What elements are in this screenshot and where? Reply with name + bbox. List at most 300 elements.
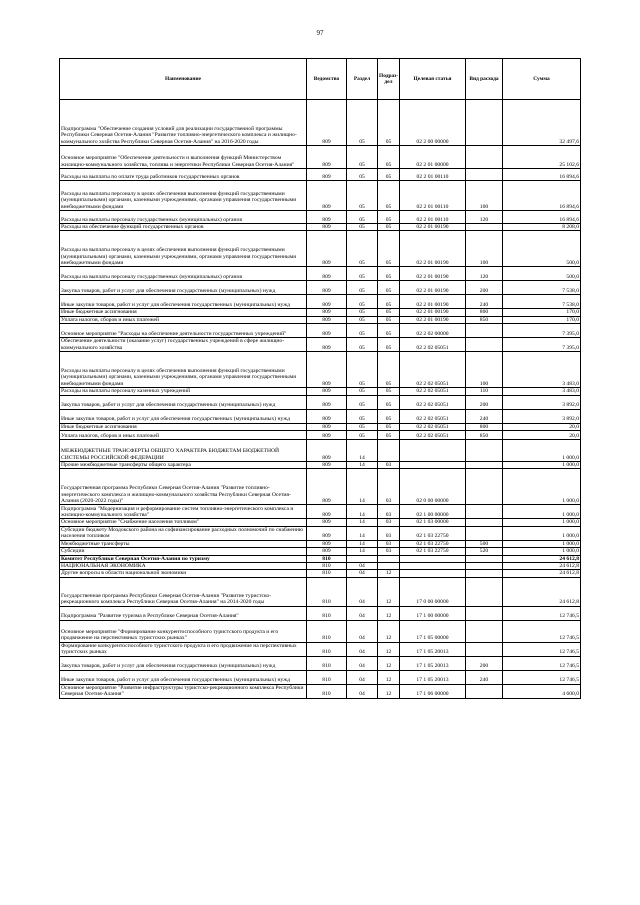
cell-section: 14 bbox=[347, 526, 378, 540]
cell-subsection: 12 bbox=[378, 684, 400, 698]
table-row bbox=[60, 324, 581, 338]
cell-exptype bbox=[466, 684, 503, 698]
cell-name: Комитет Республики Северная Осетия-Алания по туризму bbox=[60, 555, 307, 562]
cell-dept: 809 bbox=[307, 281, 347, 295]
cell-section: 05 bbox=[347, 211, 378, 224]
cell-sum: 25 102,6 bbox=[503, 146, 581, 169]
cell-dept: 809 bbox=[307, 440, 347, 462]
cell-section: 04 bbox=[347, 642, 378, 656]
cell-name: Расходы на выплаты персоналу государственных (муниципальных) органов bbox=[60, 211, 307, 224]
cell-target: 02 2 01 00190 bbox=[400, 281, 466, 295]
cell-dept: 809 bbox=[307, 395, 347, 409]
cell-sum: 7 395,0 bbox=[503, 324, 581, 338]
cell-exptype bbox=[466, 555, 503, 562]
cell-name: Государственная программа Республики Северная Осетия-Алания "Развитие туристско-рекреационного комплекса Республики Северная Осетия-Алания" на 2014-2020 годы bbox=[60, 577, 307, 606]
cell-exptype bbox=[466, 324, 503, 338]
cell-exptype bbox=[466, 505, 503, 519]
cell-subsection: 05 bbox=[378, 181, 400, 211]
cell-sum: 8 208,0 bbox=[503, 224, 581, 231]
cell-name: Расходы на выплаты персоналу казенных учреждений bbox=[60, 388, 307, 395]
cell-name: Межбюджетные трансферты bbox=[60, 540, 307, 547]
cell-dept: 809 bbox=[307, 469, 347, 505]
cell-target: 02 2 02 05051 bbox=[400, 395, 466, 409]
cell-subsection: 05 bbox=[378, 281, 400, 295]
cell-section: 04 bbox=[347, 684, 378, 698]
cell-name: Расходы на выплаты персоналу в целях обеспечения выполнения функций государственными (муниципальными) органами, казенными учреждениями, органами управления государственными внебюджетными фондами bbox=[60, 352, 307, 388]
cell-target bbox=[400, 555, 466, 562]
cell-subsection: 12 bbox=[378, 606, 400, 620]
cell-section: 05 bbox=[347, 146, 378, 169]
cell-dept: 809 bbox=[307, 505, 347, 519]
table-row bbox=[60, 267, 581, 281]
cell-section: 05 bbox=[347, 224, 378, 231]
cell-name: Иные закупки товаров, работ и услуг для обеспечения государственных (муниципальных) нужд bbox=[60, 670, 307, 684]
header-sum: Сумма bbox=[503, 59, 581, 100]
cell-sum: 12 746,5 bbox=[503, 606, 581, 620]
cell-exptype: 100 bbox=[466, 231, 503, 267]
cell-dept: 809 bbox=[307, 540, 347, 547]
table-header-row bbox=[60, 59, 581, 100]
table-row bbox=[60, 656, 581, 670]
cell-sum: 170,0 bbox=[503, 309, 581, 316]
cell-exptype bbox=[466, 642, 503, 656]
cell-target: 02 1 00 00000 bbox=[400, 505, 466, 519]
table-row bbox=[60, 231, 581, 267]
table-row bbox=[60, 570, 581, 577]
table-row bbox=[60, 388, 581, 395]
cell-target: 17 1 05 00000 bbox=[400, 620, 466, 642]
cell-sum: 16 894,6 bbox=[503, 169, 581, 181]
cell-target: 02 2 01 00190 bbox=[400, 231, 466, 267]
cell-dept: 810 bbox=[307, 670, 347, 684]
cell-target bbox=[400, 570, 466, 577]
cell-dept: 809 bbox=[307, 231, 347, 267]
cell-dept: 809 bbox=[307, 409, 347, 423]
cell-exptype bbox=[466, 570, 503, 577]
cell-sum: 3 483,0 bbox=[503, 352, 581, 388]
cell-exptype: 240 bbox=[466, 409, 503, 423]
cell-subsection bbox=[378, 555, 400, 562]
cell-dept: 809 bbox=[307, 462, 347, 469]
cell-exptype: 110 bbox=[466, 388, 503, 395]
cell-sum: 1 000,0 bbox=[503, 462, 581, 469]
cell-exptype bbox=[466, 563, 503, 570]
cell-subsection: 05 bbox=[378, 352, 400, 388]
cell-name: Расходы на выплаты по оплате труда работников государственных органов bbox=[60, 169, 307, 181]
cell-sum: 3 483,0 bbox=[503, 388, 581, 395]
cell-exptype: 120 bbox=[466, 211, 503, 224]
table-row bbox=[60, 338, 581, 352]
cell-name: Основное мероприятие "Развитие инфраструктуры туристско-рекреационного комплекса Республики Северная Осетия-Алания" bbox=[60, 684, 307, 698]
cell-sum: 1 000,0 bbox=[503, 526, 581, 540]
cell-sum: 1 000,0 bbox=[503, 469, 581, 505]
table-row bbox=[60, 181, 581, 211]
table-row bbox=[60, 440, 581, 462]
cell-section: 05 bbox=[347, 181, 378, 211]
cell-subsection: 12 bbox=[378, 570, 400, 577]
table-row bbox=[60, 548, 581, 555]
table-row bbox=[60, 642, 581, 656]
cell-name: Подпрограмма "Обеспечение создания условий для реализации государственной программы Республики Северная Осетия-Алания "Развитие топливно-энергетического комплекса и жилищно-коммунального хозйства Республики Северная Осетия-Алания" на 2016-2020 годы bbox=[60, 100, 307, 146]
cell-section: 14 bbox=[347, 462, 378, 469]
cell-subsection: 03 bbox=[378, 526, 400, 540]
cell-sum: 7 538,0 bbox=[503, 281, 581, 295]
cell-exptype bbox=[466, 526, 503, 540]
cell-sum: 7 395,0 bbox=[503, 338, 581, 352]
cell-target: 02 2 02 05051 bbox=[400, 409, 466, 423]
table-row bbox=[60, 577, 581, 606]
cell-target: 17 1 05 20013 bbox=[400, 642, 466, 656]
cell-name: Расходы на выплаты персоналу в целях обеспечения выполнения функций государственными (муниципальными) органами, казенными учреждениями, органами управления государственными внебюджетными фондами bbox=[60, 231, 307, 267]
cell-name: Уплата налогов, сборов и иных платежей bbox=[60, 316, 307, 323]
table-row bbox=[60, 519, 581, 526]
table-row bbox=[60, 469, 581, 505]
cell-exptype bbox=[466, 338, 503, 352]
cell-target: 02 2 01 00190 bbox=[400, 295, 466, 309]
cell-subsection: 05 bbox=[378, 146, 400, 169]
cell-exptype bbox=[466, 606, 503, 620]
cell-name: Расходы на обеспечение функций государственных органов bbox=[60, 224, 307, 231]
table-row bbox=[60, 670, 581, 684]
table-row bbox=[60, 620, 581, 642]
cell-section: 14 bbox=[347, 540, 378, 547]
cell-name: Прочие межбюджетные трансферты общего характера bbox=[60, 462, 307, 469]
cell-target: 17 1 05 20013 bbox=[400, 656, 466, 670]
cell-dept: 809 bbox=[307, 267, 347, 281]
cell-dept: 809 bbox=[307, 169, 347, 181]
cell-name: Закупка товаров, работ и услуг для обеспечения государственных (муниципальных) нужд bbox=[60, 395, 307, 409]
cell-name: Другие вопросы в области национальной экономики bbox=[60, 570, 307, 577]
cell-subsection: 05 bbox=[378, 224, 400, 231]
header-exptype: Вид расхода bbox=[466, 59, 503, 100]
cell-exptype: 800 bbox=[466, 423, 503, 430]
cell-name: Иные закупки товаров, работ и услуг для обеспечения государственных (муниципальных) нужд bbox=[60, 409, 307, 423]
cell-sum: 1 000,0 bbox=[503, 519, 581, 526]
cell-name: Расходы на выплаты персоналу в целях обеспечения выполнения функций государственными (муниципальными) органами, казенными учреждениями, органами управления государственными внебюджетными фондами bbox=[60, 181, 307, 211]
cell-section: 05 bbox=[347, 388, 378, 395]
cell-dept: 809 bbox=[307, 526, 347, 540]
cell-dept: 809 bbox=[307, 295, 347, 309]
cell-subsection: 05 bbox=[378, 169, 400, 181]
cell-section: 14 bbox=[347, 440, 378, 462]
cell-section: 05 bbox=[347, 409, 378, 423]
cell-section: 05 bbox=[347, 395, 378, 409]
cell-section: 05 bbox=[347, 316, 378, 323]
cell-exptype: 200 bbox=[466, 656, 503, 670]
cell-exptype bbox=[466, 146, 503, 169]
cell-section: 05 bbox=[347, 309, 378, 316]
cell-subsection: 05 bbox=[378, 388, 400, 395]
cell-name: Основное мероприятие "Обеспечение деятельности и выполнения функций Министерством жилищно-коммунального хозяйства, топлива и энергетики Республики Северная Осетия-Алания" bbox=[60, 146, 307, 169]
table-row bbox=[60, 563, 581, 570]
header-section: Раздел bbox=[347, 59, 378, 100]
cell-subsection: 03 bbox=[378, 540, 400, 547]
cell-subsection: 05 bbox=[378, 338, 400, 352]
cell-sum: 12 746,5 bbox=[503, 656, 581, 670]
cell-exptype: 100 bbox=[466, 181, 503, 211]
cell-name: Основное мероприятие "Снабжение населения топливом" bbox=[60, 519, 307, 526]
cell-section: 05 bbox=[347, 423, 378, 430]
table-row bbox=[60, 462, 581, 469]
cell-target: 02 2 01 00110 bbox=[400, 169, 466, 181]
table-row bbox=[60, 100, 581, 146]
cell-target: 17 1 06 00000 bbox=[400, 684, 466, 698]
table-row bbox=[60, 423, 581, 430]
cell-target: 02 2 02 05051 bbox=[400, 431, 466, 440]
cell-name: Обеспечение деятельности (оказание услуг) государственных учреждений в сфере жилищно-коммунального хозяйства bbox=[60, 338, 307, 352]
cell-section: 05 bbox=[347, 295, 378, 309]
cell-section: 14 bbox=[347, 469, 378, 505]
cell-name: Иные бюджетные ассигнования bbox=[60, 309, 307, 316]
cell-subsection: 05 bbox=[378, 309, 400, 316]
cell-sum: 500,0 bbox=[503, 267, 581, 281]
cell-dept: 809 bbox=[307, 309, 347, 316]
cell-section: 04 bbox=[347, 570, 378, 577]
cell-subsection: 03 bbox=[378, 469, 400, 505]
cell-exptype bbox=[466, 620, 503, 642]
cell-target: 02 2 01 00190 bbox=[400, 309, 466, 316]
cell-dept: 810 bbox=[307, 555, 347, 562]
cell-subsection: 05 bbox=[378, 423, 400, 430]
cell-exptype bbox=[466, 169, 503, 181]
cell-subsection: 05 bbox=[378, 231, 400, 267]
cell-sum: 1 000,0 bbox=[503, 505, 581, 519]
cell-subsection: 12 bbox=[378, 620, 400, 642]
cell-sum: 12 746,5 bbox=[503, 642, 581, 656]
cell-name: НАЦИОНАЛЬНАЯ ЭКОНОМИКА bbox=[60, 563, 307, 570]
table-row bbox=[60, 555, 581, 562]
cell-subsection: 05 bbox=[378, 324, 400, 338]
cell-name: Основное мероприятие "Расходы на обеспечение деятельности государственных учреждений" bbox=[60, 324, 307, 338]
cell-target: 02 2 00 00000 bbox=[400, 100, 466, 146]
cell-subsection: 03 bbox=[378, 519, 400, 526]
cell-exptype: 240 bbox=[466, 670, 503, 684]
table-row bbox=[60, 224, 581, 231]
cell-section: 05 bbox=[347, 267, 378, 281]
cell-dept: 809 bbox=[307, 388, 347, 395]
cell-name: Формирование конкурентоспособного туристского продукта и его продвижение на перспективных туристских рынках bbox=[60, 642, 307, 656]
cell-subsection: 05 bbox=[378, 431, 400, 440]
cell-target: 02 2 01 00110 bbox=[400, 181, 466, 211]
cell-section: 05 bbox=[347, 281, 378, 295]
cell-sum: 4 600,0 bbox=[503, 684, 581, 698]
cell-exptype bbox=[466, 469, 503, 505]
cell-section: 05 bbox=[347, 231, 378, 267]
cell-target: 02 0 00 00000 bbox=[400, 469, 466, 505]
table-row bbox=[60, 295, 581, 309]
table-row bbox=[60, 281, 581, 295]
cell-dept: 809 bbox=[307, 548, 347, 555]
cell-dept: 809 bbox=[307, 431, 347, 440]
cell-section: 05 bbox=[347, 431, 378, 440]
cell-exptype: 100 bbox=[466, 352, 503, 388]
cell-name: Расходы на выплаты персоналу государственных (муниципальных) органов bbox=[60, 267, 307, 281]
cell-target: 02 2 01 00110 bbox=[400, 211, 466, 224]
cell-sum: 16 894,6 bbox=[503, 211, 581, 224]
page-number: 97 bbox=[316, 29, 324, 37]
cell-target: 02 2 02 05051 bbox=[400, 352, 466, 388]
cell-section: 05 bbox=[347, 169, 378, 181]
cell-name: Закупка товаров, работ и услуг для обеспечения государственных (муниципальных) нужд bbox=[60, 656, 307, 670]
cell-exptype bbox=[466, 440, 503, 462]
cell-sum: 1 000,0 bbox=[503, 440, 581, 462]
cell-subsection: 03 bbox=[378, 505, 400, 519]
cell-dept: 810 bbox=[307, 620, 347, 642]
cell-exptype bbox=[466, 577, 503, 606]
cell-target: 02 2 01 00190 bbox=[400, 316, 466, 323]
cell-dept: 809 bbox=[307, 146, 347, 169]
cell-dept: 810 bbox=[307, 684, 347, 698]
cell-subsection bbox=[378, 440, 400, 462]
cell-section: 14 bbox=[347, 519, 378, 526]
table-row bbox=[60, 505, 581, 519]
table-row bbox=[60, 169, 581, 181]
cell-dept: 809 bbox=[307, 519, 347, 526]
cell-sum: 16 894,6 bbox=[503, 181, 581, 211]
cell-sum: 7 538,0 bbox=[503, 295, 581, 309]
cell-exptype: 850 bbox=[466, 316, 503, 323]
cell-dept: 809 bbox=[307, 211, 347, 224]
cell-dept: 810 bbox=[307, 606, 347, 620]
cell-subsection: 12 bbox=[378, 656, 400, 670]
cell-sum: 3 892,0 bbox=[503, 409, 581, 423]
cell-section: 04 bbox=[347, 656, 378, 670]
cell-subsection: 03 bbox=[378, 462, 400, 469]
cell-subsection bbox=[378, 563, 400, 570]
header-dept: Ведомство bbox=[307, 59, 347, 100]
cell-dept: 809 bbox=[307, 352, 347, 388]
table-row bbox=[60, 684, 581, 698]
cell-target: 02 1 03 22750 bbox=[400, 540, 466, 547]
cell-target: 02 1 03 22750 bbox=[400, 548, 466, 555]
table-row bbox=[60, 309, 581, 316]
cell-target: 17 1 00 00000 bbox=[400, 606, 466, 620]
cell-section: 05 bbox=[347, 338, 378, 352]
cell-subsection: 05 bbox=[378, 395, 400, 409]
cell-dept: 810 bbox=[307, 642, 347, 656]
cell-exptype: 200 bbox=[466, 281, 503, 295]
cell-section: 04 bbox=[347, 620, 378, 642]
header-name: Наименование bbox=[60, 59, 307, 100]
table-row bbox=[60, 540, 581, 547]
cell-target: 17 1 05 20013 bbox=[400, 670, 466, 684]
cell-target: 02 2 02 00000 bbox=[400, 324, 466, 338]
cell-sum: 24 612,8 bbox=[503, 577, 581, 606]
cell-name: Уплата налогов, сборов и иных платежей bbox=[60, 431, 307, 440]
table-row bbox=[60, 211, 581, 224]
cell-target bbox=[400, 563, 466, 570]
cell-exptype: 500 bbox=[466, 540, 503, 547]
cell-target: 02 2 01 00000 bbox=[400, 146, 466, 169]
cell-sum: 20,0 bbox=[503, 423, 581, 430]
header-subsection: Подраз-дел bbox=[378, 59, 400, 100]
cell-subsection: 05 bbox=[378, 267, 400, 281]
table-row bbox=[60, 431, 581, 440]
cell-sum: 32 497,6 bbox=[503, 100, 581, 146]
cell-subsection: 12 bbox=[378, 577, 400, 606]
cell-exptype bbox=[466, 519, 503, 526]
cell-sum: 12 746,5 bbox=[503, 670, 581, 684]
cell-subsection: 03 bbox=[378, 548, 400, 555]
cell-dept: 810 bbox=[307, 577, 347, 606]
cell-sum: 20,0 bbox=[503, 431, 581, 440]
cell-dept: 809 bbox=[307, 100, 347, 146]
cell-section bbox=[347, 555, 378, 562]
cell-exptype bbox=[466, 100, 503, 146]
cell-target: 17 0 00 00000 bbox=[400, 577, 466, 606]
cell-name: МЕЖБЮДЖЕТНЫЕ ТРАНСФЕРТЫ ОБЩЕГО ХАРАКТЕРА БЮДЖЕТАМ БЮДЖЕТНОЙ СИСТЕМЫ РОССИЙСКОЙ ФЕДЕРАЦИИ bbox=[60, 440, 307, 462]
cell-dept: 810 bbox=[307, 570, 347, 577]
cell-sum: 500,0 bbox=[503, 231, 581, 267]
cell-exptype: 120 bbox=[466, 267, 503, 281]
cell-dept: 810 bbox=[307, 656, 347, 670]
cell-subsection: 05 bbox=[378, 316, 400, 323]
cell-dept: 810 bbox=[307, 563, 347, 570]
cell-exptype bbox=[466, 224, 503, 231]
cell-sum: 3 892,0 bbox=[503, 395, 581, 409]
cell-sum: 170,0 bbox=[503, 316, 581, 323]
cell-section: 14 bbox=[347, 505, 378, 519]
table-row bbox=[60, 316, 581, 323]
cell-name: Иные бюджетные ассигнования bbox=[60, 423, 307, 430]
cell-exptype: 200 bbox=[466, 395, 503, 409]
cell-exptype bbox=[466, 462, 503, 469]
cell-sum: 24 612,8 bbox=[503, 570, 581, 577]
cell-subsection: 12 bbox=[378, 670, 400, 684]
cell-target: 02 2 02 05051 bbox=[400, 423, 466, 430]
table-row bbox=[60, 526, 581, 540]
header-target: Целевая статья bbox=[400, 59, 466, 100]
cell-name: Основное мероприятие "Формирование конкурентоспособного туристского продукта и его продвижение на перспективных туристских рынках" bbox=[60, 620, 307, 642]
cell-sum: 1 000,0 bbox=[503, 540, 581, 547]
cell-target bbox=[400, 462, 466, 469]
cell-section: 14 bbox=[347, 548, 378, 555]
cell-exptype: 240 bbox=[466, 295, 503, 309]
cell-section: 05 bbox=[347, 100, 378, 146]
cell-target: 02 1 03 00000 bbox=[400, 519, 466, 526]
cell-dept: 809 bbox=[307, 181, 347, 211]
cell-sum: 24 612,8 bbox=[503, 563, 581, 570]
cell-exptype: 520 bbox=[466, 548, 503, 555]
cell-subsection: 05 bbox=[378, 211, 400, 224]
cell-exptype: 850 bbox=[466, 431, 503, 440]
table-row bbox=[60, 409, 581, 423]
table-row bbox=[60, 352, 581, 388]
cell-target: 02 2 01 00190 bbox=[400, 224, 466, 231]
cell-dept: 809 bbox=[307, 423, 347, 430]
cell-subsection: 05 bbox=[378, 409, 400, 423]
cell-name: Государственная программа Республики Северная Осетия-Алания "Развитие топливно-энергетического комплекса и жилищно-коммунального хозяйства Республики Северная Осетия-Алания (2020-2022 годы)" bbox=[60, 469, 307, 505]
cell-section: 04 bbox=[347, 577, 378, 606]
cell-sum: 24 612,8 bbox=[503, 555, 581, 562]
cell-section: 04 bbox=[347, 606, 378, 620]
budget-table bbox=[59, 58, 581, 699]
cell-target: 02 2 02 05051 bbox=[400, 338, 466, 352]
cell-section: 05 bbox=[347, 352, 378, 388]
cell-subsection: 05 bbox=[378, 295, 400, 309]
cell-name: Субсидии bbox=[60, 548, 307, 555]
cell-dept: 809 bbox=[307, 324, 347, 338]
cell-name: Подпрограмма "Развитие туризма в Республике Северная Осетия-Алания" bbox=[60, 606, 307, 620]
cell-target: 02 2 02 05051 bbox=[400, 388, 466, 395]
cell-dept: 809 bbox=[307, 316, 347, 323]
cell-target bbox=[400, 440, 466, 462]
cell-name: Подпрограмма "Модернизация и реформирование систем топливно-энергетического комплекса и жилищно-коммунального хозяйства" bbox=[60, 505, 307, 519]
table-row bbox=[60, 606, 581, 620]
cell-dept: 809 bbox=[307, 338, 347, 352]
cell-dept: 809 bbox=[307, 224, 347, 231]
cell-name: Иные закупки товаров, работ и услуг для обеспечения государственных (муниципальных) нужд bbox=[60, 295, 307, 309]
